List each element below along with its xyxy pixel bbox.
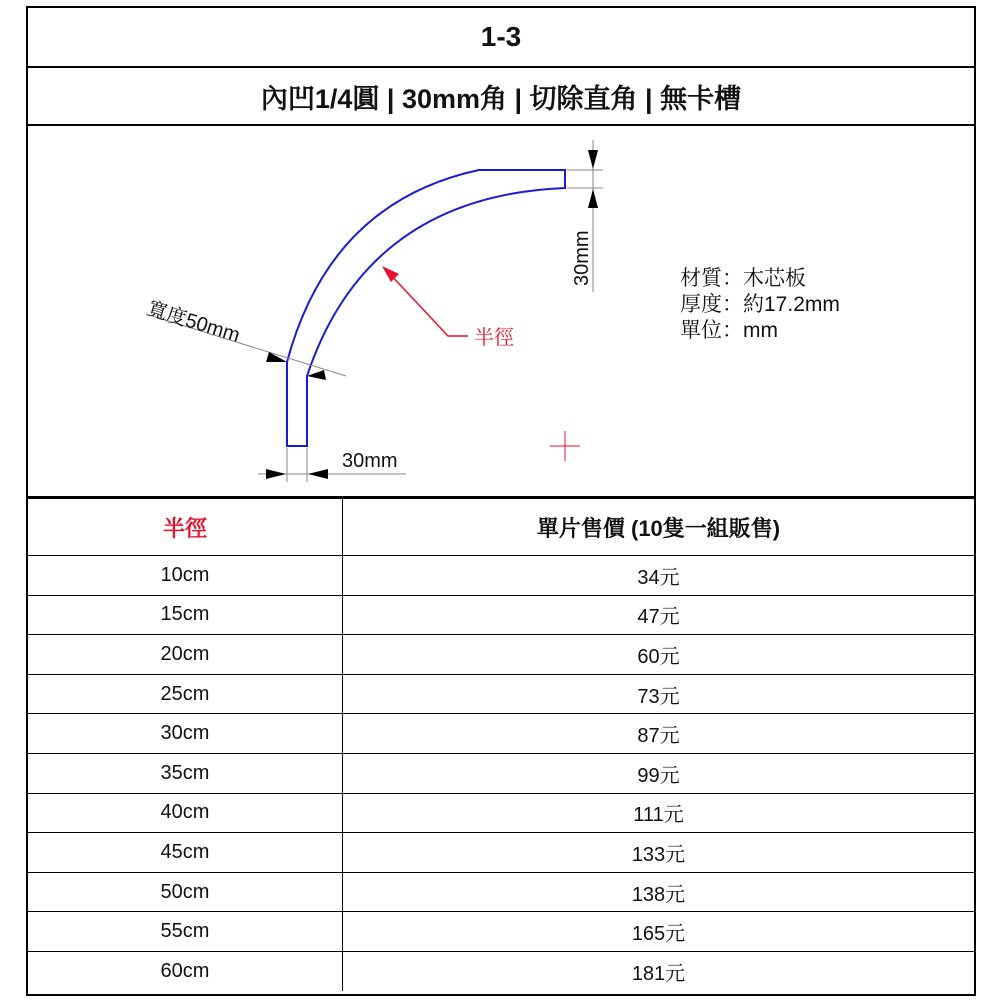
horizontal-dim-label: 30mm [342, 450, 398, 472]
table-row [28, 793, 974, 833]
price-table [28, 498, 974, 991]
product-subtitle: 內凹1/4圓 | 30mm角 | 切除直角 | 無卡槽 [28, 68, 974, 126]
radius-cell: 20cm [28, 635, 343, 675]
unit-line: 單位：mm [680, 319, 778, 342]
price-cell: 111元 [343, 793, 975, 833]
page-title: 1-3 [28, 8, 974, 68]
price-cell: 133元 [343, 833, 975, 873]
radius-cell: 45cm [28, 833, 343, 873]
profile-diagram [28, 126, 974, 498]
radius-cell: 10cm [28, 556, 343, 596]
table-row [28, 833, 974, 873]
spec-sheet [26, 6, 976, 996]
radius-cell: 60cm [28, 951, 343, 990]
radius-cell: 25cm [28, 674, 343, 714]
table-row [28, 556, 974, 596]
radius-cell: 35cm [28, 753, 343, 793]
width-dim-label: 寬度50mm [144, 297, 243, 347]
horizontal-arrow-left [266, 469, 286, 479]
table-row [28, 753, 974, 793]
table-row [28, 872, 974, 912]
moulding-outline [287, 170, 565, 446]
material-line: 材質：木芯板 [680, 267, 806, 290]
table-row [28, 951, 974, 990]
radius-cell: 55cm [28, 912, 343, 952]
price-cell: 99元 [343, 753, 975, 793]
table-row [28, 635, 974, 675]
radius-leader [388, 272, 468, 336]
thickness-line: 厚度：約17.2mm [680, 293, 840, 316]
price-cell: 181元 [343, 951, 975, 990]
table-row [28, 714, 974, 754]
radius-header: 半徑 [28, 499, 343, 556]
price-cell: 165元 [343, 912, 975, 952]
radius-cell: 30cm [28, 714, 343, 754]
radius-cell: 40cm [28, 793, 343, 833]
price-cell: 87元 [343, 714, 975, 754]
material-spec [680, 266, 840, 344]
radius-arrow [382, 266, 399, 282]
radius-cell: 50cm [28, 872, 343, 912]
width-arrow-right [307, 370, 326, 380]
price-cell: 34元 [343, 556, 975, 596]
price-cell: 73元 [343, 674, 975, 714]
price-cell: 60元 [343, 635, 975, 675]
vertical-arrow-top [588, 150, 598, 169]
price-header: 單片售價 (10隻一組販售) [343, 499, 975, 556]
price-cell: 138元 [343, 872, 975, 912]
radius-label: 半徑 [474, 327, 514, 349]
vertical-arrow-bottom [588, 189, 598, 208]
table-row [28, 912, 974, 952]
radius-cell: 15cm [28, 595, 343, 635]
vertical-dim-label: 30mm [571, 230, 593, 286]
table-row [28, 595, 974, 635]
price-table-header [28, 499, 974, 556]
price-cell: 47元 [343, 595, 975, 635]
horizontal-arrow-right [308, 469, 328, 479]
table-row [28, 674, 974, 714]
